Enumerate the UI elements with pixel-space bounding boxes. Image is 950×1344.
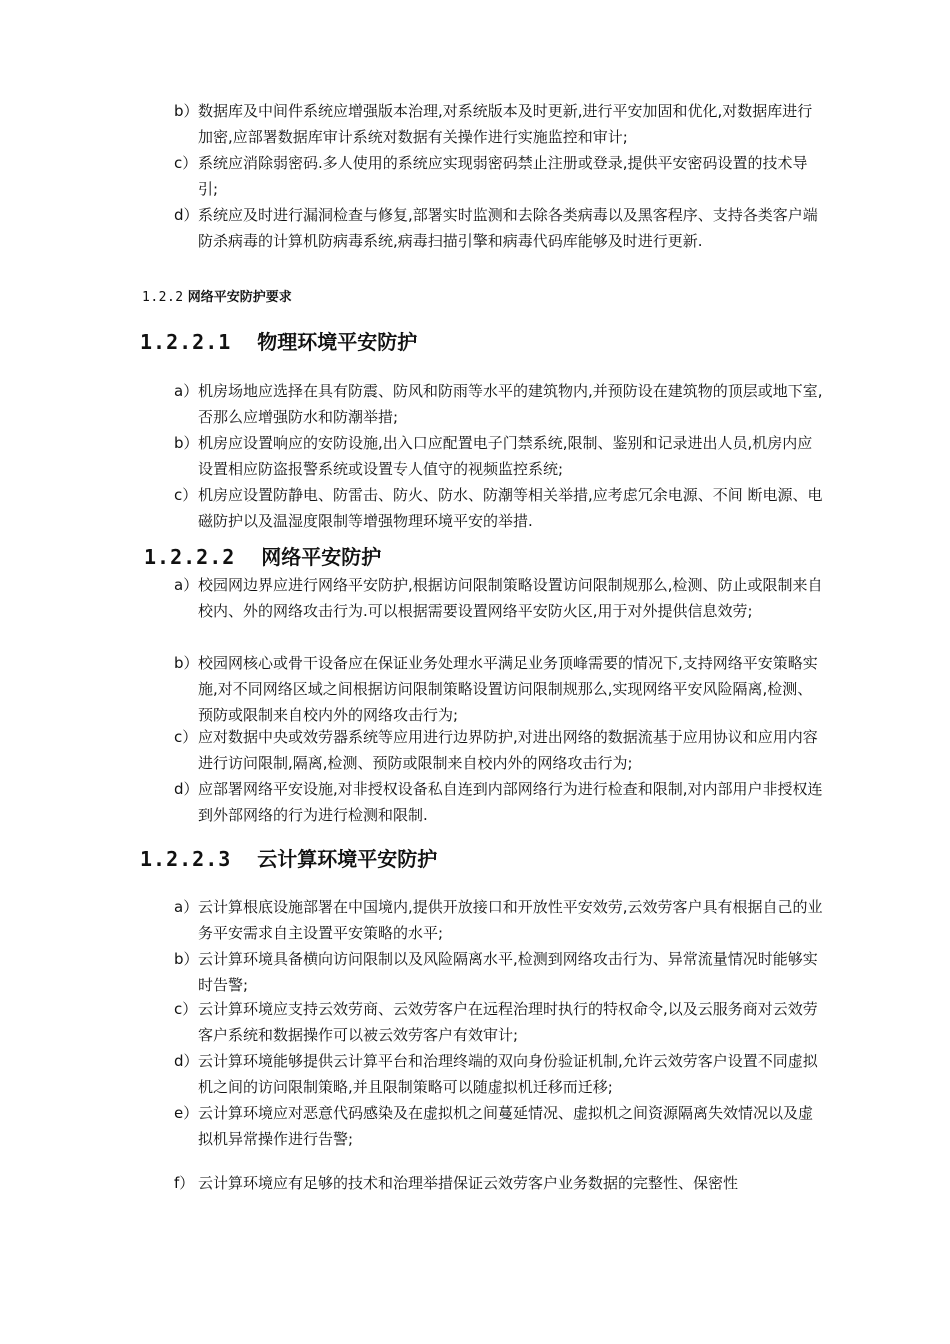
list-item-label: d） (174, 1052, 199, 1070)
section-number: 1.2.2.2 (144, 545, 236, 569)
list-item (174, 430, 824, 482)
list-item-text: 机房场地应选择在具有防震、防风和防雨等水平的建筑物内,并预防设在建筑物的顶层或地下室,否那么应增强防水和防潮举措; (198, 382, 823, 426)
list-item-label: e） (174, 1104, 199, 1122)
list-item (174, 150, 824, 202)
list-item-label: a） (174, 576, 199, 594)
section-number: 1.2.2 (142, 290, 184, 305)
list-item-label: b） (174, 102, 199, 120)
list-item-label: b） (174, 434, 199, 452)
section-heading-1-2-2-1 (140, 328, 417, 356)
list-item (174, 98, 824, 150)
section-heading-1-2-2-3 (140, 845, 437, 873)
list-item (174, 1100, 824, 1152)
list-item-label: b） (174, 654, 199, 672)
section-title: 网络平安防护 (261, 545, 382, 569)
list-item-text: 云计算环境能够提供云计算平台和治理终端的双向身份验证机制,允许云效劳客户设置不同虚拟机之间的访问限制策略,并且限制策略可以随虚拟机迁移而迁移; (198, 1052, 818, 1096)
list-item (174, 724, 824, 776)
section-number: 1.2.2.3 (140, 847, 232, 871)
list-item-text: 机房应设置防静电、防雷击、防火、防水、防潮等相关举措,应考虑冗余电源、不间 断电源、电磁防护以及温湿度限制等增强物理环境平安的举措. (198, 486, 823, 530)
list-item (174, 996, 824, 1048)
list-item (174, 776, 824, 828)
list-item-text: 云计算环境应支持云效劳商、云效劳客户在远程治理时执行的特权命令,以及云服务商对云效劳客户系统和数据操作可以被云效劳客户有效审计; (198, 1000, 818, 1044)
list-item-text: 应部署网络平安设施,对非授权设备私自连到内部网络行为进行检查和限制,对内部用户非授权连到外部网络的行为进行检测和限制. (198, 780, 823, 824)
list-item-label: c） (174, 154, 198, 172)
list-item (174, 202, 824, 254)
list-item (174, 1170, 824, 1196)
list-item (174, 482, 824, 534)
section-title: 网络平安防护要求 (187, 290, 292, 305)
list-item-text: 应对数据中央或效劳器系统等应用进行边界防护,对进出网络的数据流基于应用协议和应用内容进行访问限制,隔离,检测、预防或限制来自校内外的网络攻击行为; (198, 728, 818, 772)
list-item-text: 机房应设置响应的安防设施,出入口应配置电子门禁系统,限制、鉴别和记录进出人员,机房内应设置相应防盗报警系统或设置专人值守的视频监控系统; (198, 434, 813, 478)
list-item-text: 云计算环境具备横向访问限制以及风险隔离水平,检测到网络攻击行为、异常流量情况时能够实时告警; (198, 950, 818, 994)
list-item-label: d） (174, 206, 199, 224)
list-item (174, 1048, 824, 1100)
list-item (174, 946, 824, 998)
list-item-text: 数据库及中间件系统应增强版本治理,对系统版本及时更新,进行平安加固和优化,对数据库进行加密,应部署数据库审计系统对数据有关操作进行实施监控和审计; (198, 102, 813, 146)
section-title: 物理环境平安防护 (257, 330, 418, 354)
list-item-label: f） (174, 1174, 195, 1192)
list-item-label: c） (174, 728, 198, 746)
list-item (174, 378, 824, 430)
list-item-text: 云计算环境应有足够的技术和治理举措保证云效劳客户业务数据的完整性、保密性 (198, 1174, 739, 1192)
list-item-text: 云计算环境应对恶意代码感染及在虚拟机之间蔓延情况、虚拟机之间资源隔离失效情况以及虚拟机异常操作进行告警; (198, 1104, 814, 1148)
list-item-text: 校园网核心或骨干设备应在保证业务处理水平满足业务顶峰需要的情况下,支持网络平安策略实施,对不同网络区域之间根据访问限制策略设置访问限制规那么,实现网络平安风险隔离,检测、预防或限制来自校内外的网络攻击行为; (198, 654, 818, 724)
list-item-text: 系统应及时进行漏洞检查与修复,部署实时监测和去除各类病毒以及黑客程序、支持各类客户端防杀病毒的计算机防病毒系统,病毒扫描引擎和病毒代码库能够及时进行更新. (198, 206, 818, 250)
list-item (174, 650, 824, 728)
section-heading-1-2-2-2 (144, 543, 381, 571)
section-heading-1-2-2 (142, 288, 292, 308)
list-item (174, 894, 824, 946)
list-item-label: b） (174, 950, 199, 968)
section-title: 云计算环境平安防护 (257, 847, 438, 871)
list-item-text: 云计算根底设施部署在中国境内,提供开放接口和开放性平安效劳,云效劳客户具有根据自己的业务平安需求自主设置平安策略的水平; (198, 898, 823, 942)
list-item-label: d） (174, 780, 199, 798)
list-item-text: 校园网边界应进行网络平安防护,根据访问限制策略设置访问限制规那么,检测、防止或限制来自校内、外的网络攻击行为.可以根据需要设置网络平安防火区,用于对外提供信息效劳; (198, 576, 823, 620)
list-item (174, 572, 824, 624)
list-item-text: 系统应消除弱密码.多人使用的系统应实现弱密码禁止注册或登录,提供平安密码设置的技术导引; (198, 154, 808, 198)
list-item-label: c） (174, 486, 198, 504)
list-item-label: c） (174, 1000, 198, 1018)
list-item-label: a） (174, 382, 199, 400)
section-number: 1.2.2.1 (140, 330, 232, 354)
list-item-label: a） (174, 898, 199, 916)
